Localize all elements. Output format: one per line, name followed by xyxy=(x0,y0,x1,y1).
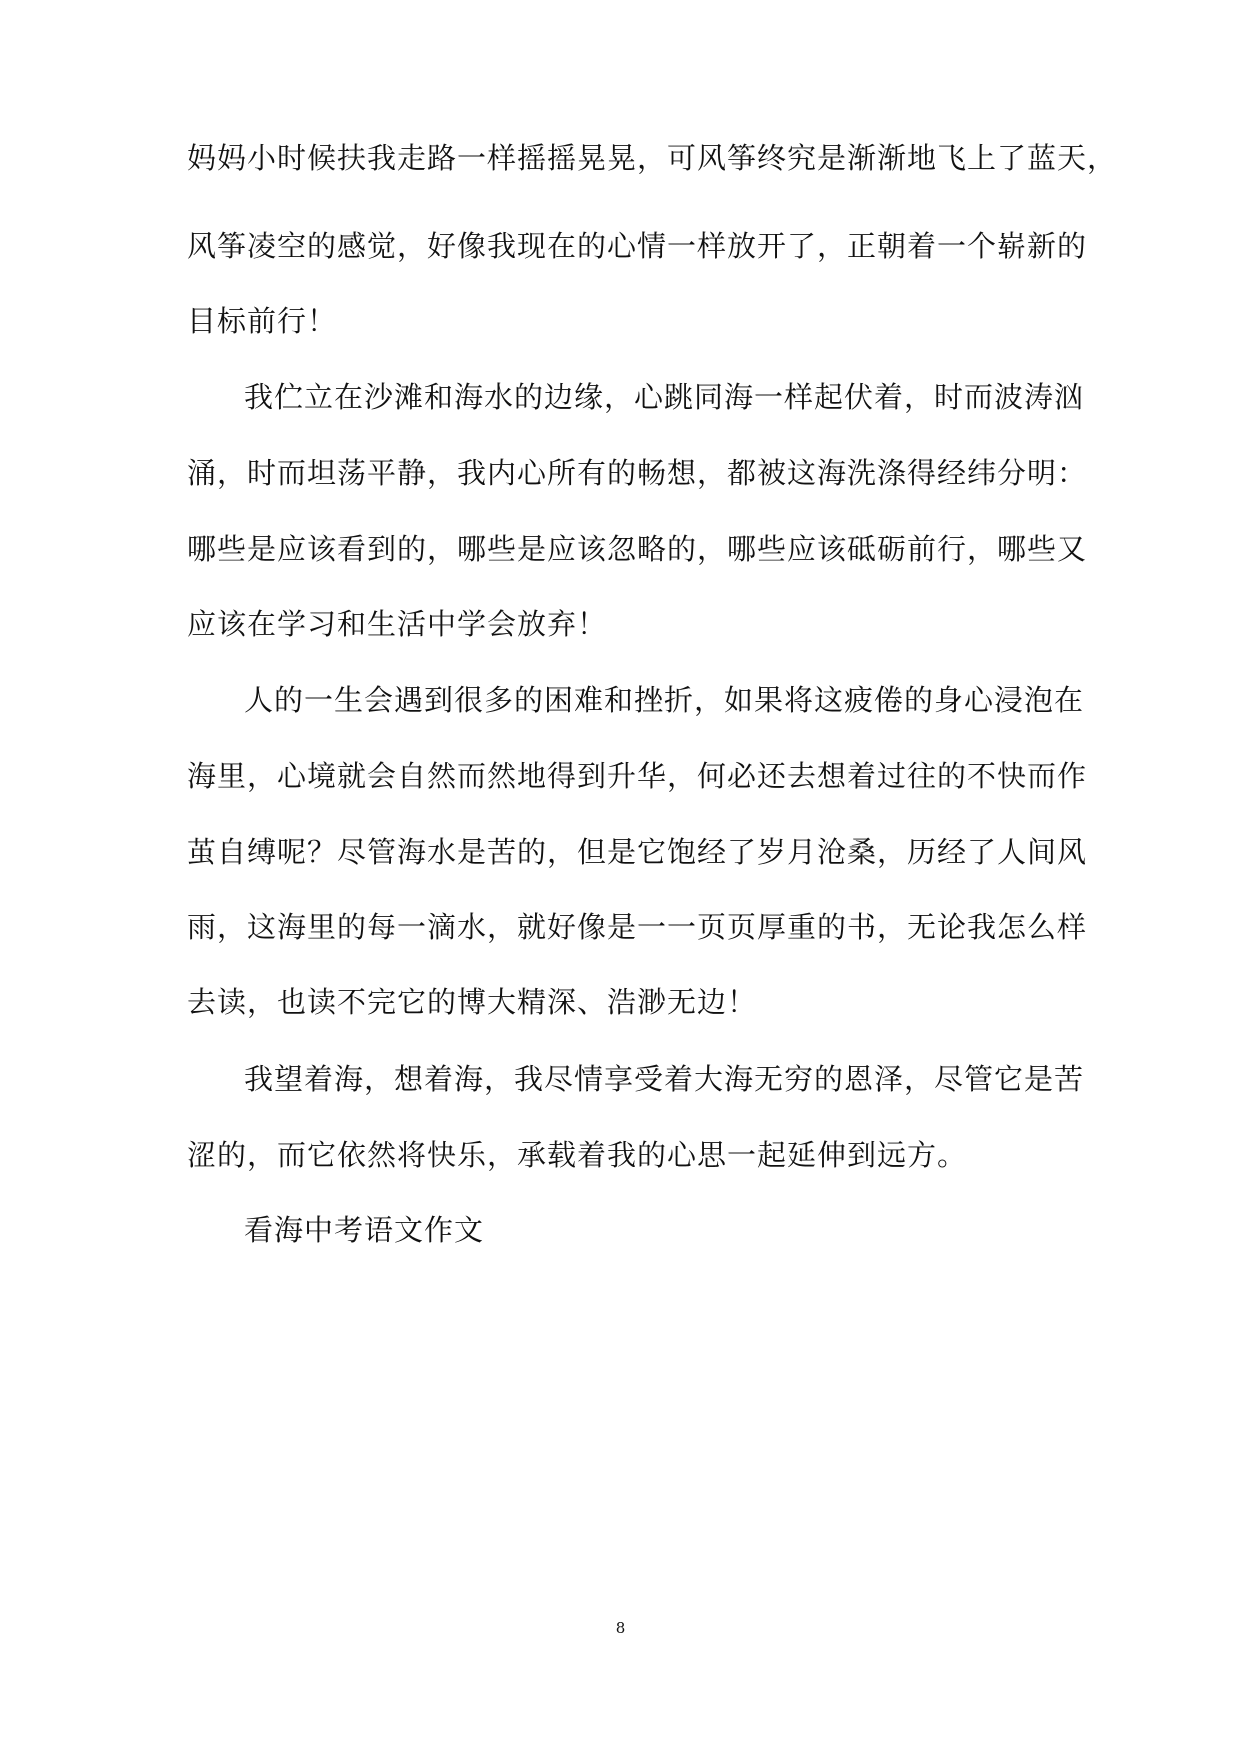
text-line: 茧自缚呢？尽管海水是苦的，但是它饱经了岁月沧桑，历经了人间风 xyxy=(187,835,1088,869)
text-line: 涌，时而坦荡平静，我内心所有的畅想，都被这海洗涤得经纬分明： xyxy=(187,456,1088,490)
text-line: 哪些是应该看到的，哪些是应该忽略的，哪些应该砥砺前行，哪些又 xyxy=(187,532,1088,566)
text-line: 去读，也读不完它的博大精深、浩渺无边！ xyxy=(187,985,758,1019)
text-line: 妈妈小时候扶我走路一样摇摇晃晃，可风筝终究是渐渐地飞上了蓝天， xyxy=(187,141,1118,175)
text-line: 海里，心境就会自然而然地得到升华，何必还去想着过往的不快而作 xyxy=(187,759,1088,793)
page-number: 8 xyxy=(615,1619,626,1637)
title-line: 看海中考语文作文 xyxy=(244,1213,485,1247)
text-line: 目标前行！ xyxy=(187,304,338,338)
text-line: 风筝凌空的感觉，好像我现在的心情一样放开了，正朝着一个崭新的 xyxy=(187,229,1088,263)
text-line: 应该在学习和生活中学会放弃！ xyxy=(187,607,608,641)
text-line: 我伫立在沙滩和海水的边缘，心跳同海一样起伏着，时而波涛汹 xyxy=(244,380,1085,414)
text-line: 涩的，而它依然将快乐，承载着我的心思一起延伸到远方。 xyxy=(187,1138,968,1172)
text-line: 雨，这海里的每一滴水，就好像是一一页页厚重的书，无论我怎么样 xyxy=(187,910,1088,944)
text-line: 我望着海，想着海，我尽情享受着大海无穷的恩泽，尽管它是苦 xyxy=(244,1062,1085,1096)
text-line: 人的一生会遇到很多的困难和挫折，如果将这疲倦的身心浸泡在 xyxy=(244,683,1085,717)
